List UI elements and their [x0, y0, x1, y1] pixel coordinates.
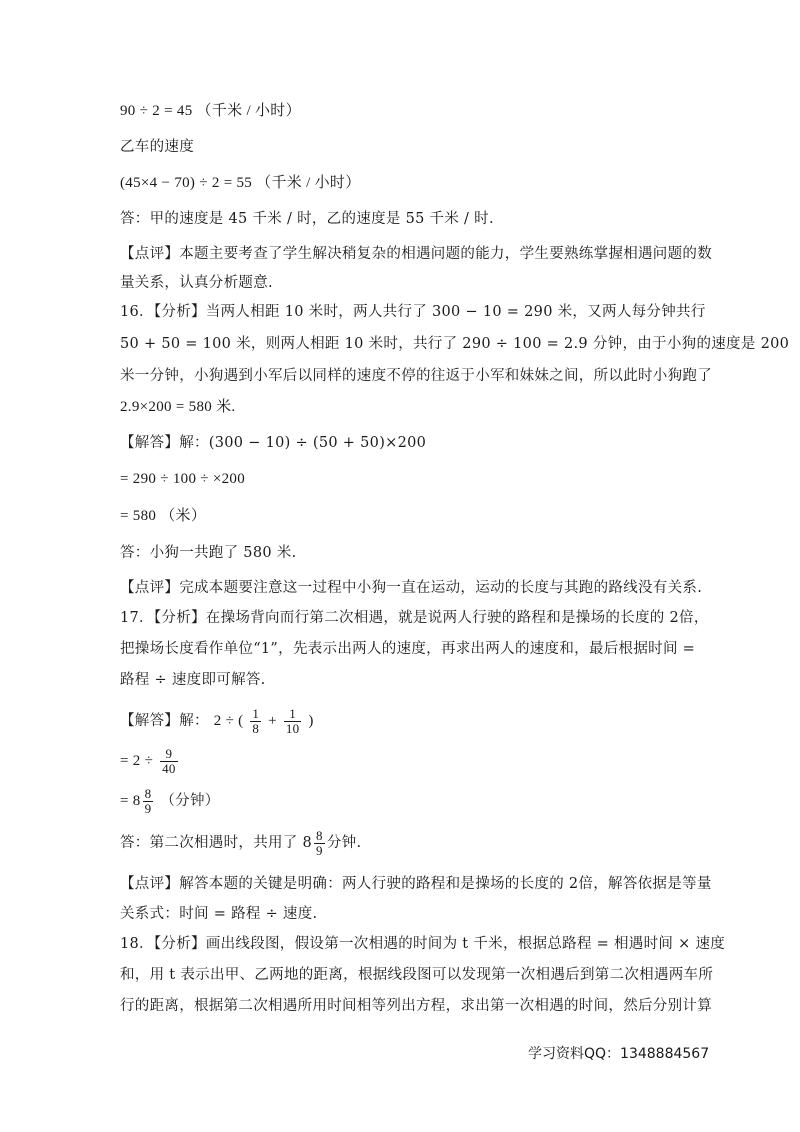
analysis-line: 路程 ÷ 速度即可解答. — [120, 672, 266, 688]
answer-line: 答：甲的速度是 45 千米 / 时，乙的速度是 55 千米 / 时. — [120, 211, 494, 227]
fraction: $\frac{8}{9}$ — [144, 785, 152, 816]
solution-line: = 2 ÷ $\frac{9}{40}$ — [120, 745, 176, 776]
comment-line: 关系式：时间 = 路程 ÷ 速度. — [120, 906, 318, 922]
comment-line: 【点评】解答本题的关键是明确：两人行驶的路程和是操场的长度的 2倍，解答依据是等量 — [120, 876, 712, 892]
analysis-line: 18．【分析】画出线段图，假设第一次相遇的时间为 t 千米，根据总路程 = 相遇时间 × 速度 — [120, 936, 726, 952]
comment-line: 【点评】本题主要考查了学生解决稍复杂的相遇问题的能力，学生要熟练掌握相遇问题的数 — [120, 246, 712, 262]
analysis-line: 2.9×200 = 580 米. — [120, 399, 236, 415]
analysis-line: 50 + 50 = 100 米，则两人相距 10 米时，共行了 290 ÷ 100 = 2.9 分钟，由于小狗的速度是 200 — [120, 336, 790, 352]
text-line: 乙车的速度 — [120, 139, 194, 155]
analysis-line: 16．【分析】当两人相距 10 米时，两人共行了 300 − 10 = 290 米，又两人每分钟共行 — [120, 304, 706, 320]
solution-line: = 290 ÷ 100 ÷ ×200 — [120, 471, 246, 487]
solution-line: = 8 $\frac{8}{9}$ （分钟） — [120, 785, 220, 816]
text-line: (45×4 − 70) ÷ 2 = 55 （千米 / 小时） — [120, 175, 361, 191]
analysis-line: 行的距离，根据第二次相遇所用时间相等列出方程，求出第一次相遇的时间，然后分别计算 — [120, 998, 712, 1014]
analysis-line: 和，用 t 表示出甲、乙两地的距离，根据线段图可以发现第一次相遇后到第二次相遇两车所 — [120, 967, 714, 983]
analysis-line: 把操场长度看作单位“1”，先表示出两人的速度，再求出两人的速度和，最后根据时间 = — [120, 641, 696, 657]
answer-line: 答：小狗一共跑了 580 米. — [120, 545, 297, 561]
analysis-line: 17．【分析】在操场背向而行第二次相遇，就是说两人行驶的路程和是操场的长度的 2倍， — [120, 610, 709, 626]
solution-line: 【解答】解： 2 ÷ ( $\frac{1}{8}$ + $\frac{1}{10}$ ) — [120, 705, 314, 736]
fraction: $\frac{9}{40}$ — [162, 745, 176, 776]
comment-line: 【点评】完成本题要注意这一过程中小狗一直在运动，运动的长度与其跑的路线没有关系. — [120, 580, 703, 596]
text-line: 90 ÷ 2 = 45 （千米 / 小时） — [120, 103, 301, 119]
analysis-line: 米一分钟，小狗遇到小军后以同样的速度不停的往返于小军和妹妹之间，所以此时小狗跑了 — [120, 368, 712, 384]
fraction: $\frac{1}{10}$ — [285, 705, 300, 736]
page-footer: 学习资料QQ：1348884567 — [528, 1046, 710, 1062]
fraction: $\frac{8}{9}$ — [316, 827, 323, 858]
solution-line: = 580 （米） — [120, 508, 207, 524]
answer-line: 答：第二次相遇时，共用了 8 $\frac{8}{9}$ 分钟. — [120, 827, 362, 858]
solution-line: 【解答】解：(300 − 10) ÷ (50 + 50)×200 — [120, 435, 427, 451]
comment-line: 量关系，认真分析题意. — [120, 275, 273, 291]
fraction: $\frac{1}{8}$ — [252, 705, 260, 736]
